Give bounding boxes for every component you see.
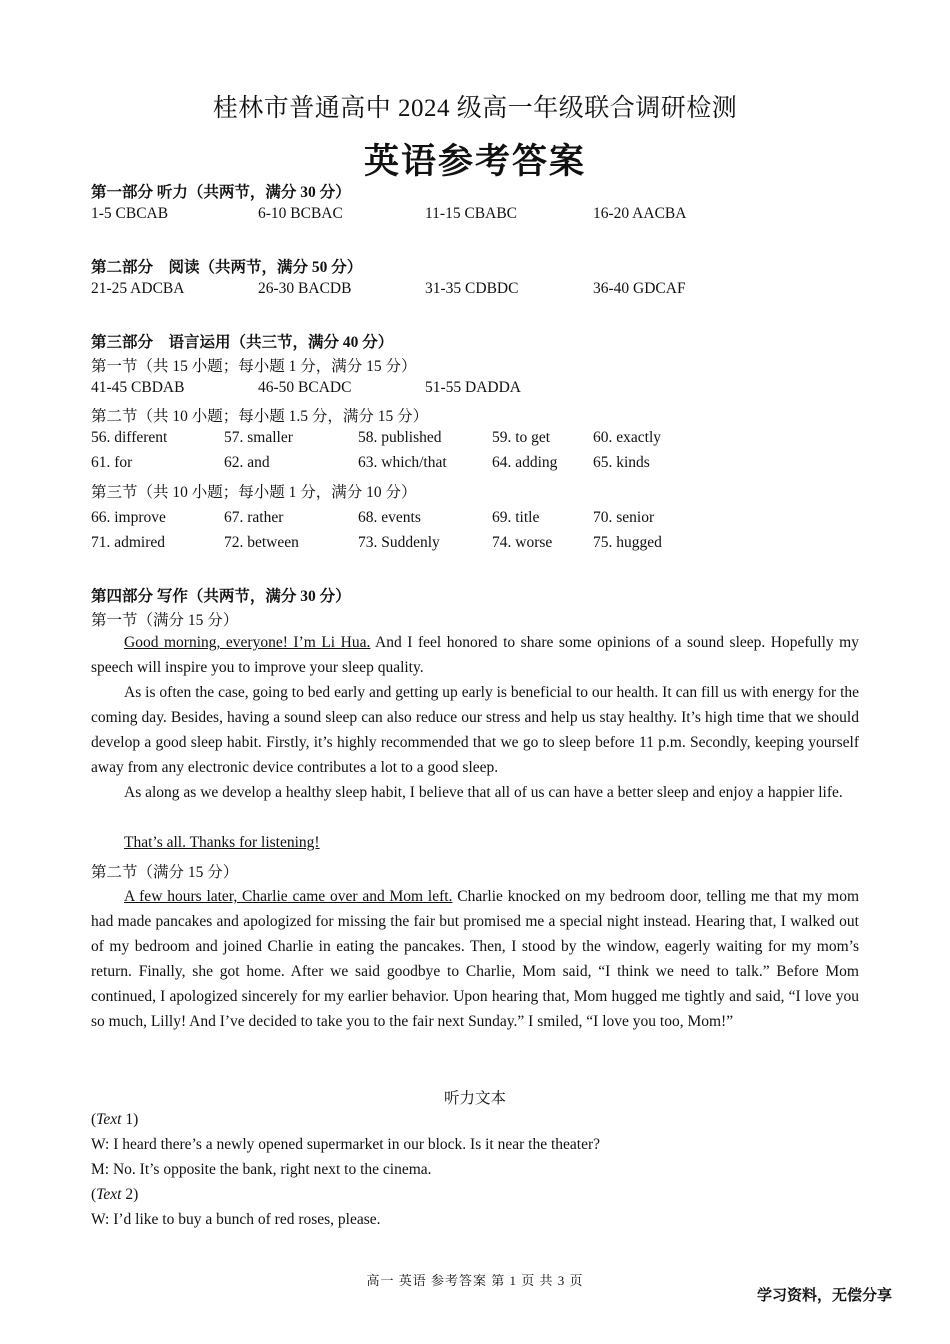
part1-heading: 第一部分 听力（共两节，满分 30 分）: [91, 184, 351, 201]
answer-group: 21-25 ADCBA: [91, 280, 185, 297]
essay-closing: [91, 830, 859, 855]
part1-answers-row: [0, 205, 950, 227]
story-opening: A few hours later, Charlie came over and Mom left.: [124, 888, 453, 905]
answer-item: 64. adding: [492, 454, 558, 471]
answer-item: 69. title: [492, 509, 540, 526]
answer-group: 6-10 BCBAC: [258, 205, 343, 222]
part3-section2-label: 第二节（共 10 小题；每小题 1.5 分，满分 15 分）: [91, 408, 429, 425]
exam-title: 桂林市普通高中 2024 级高一年级联合调研检测: [212, 95, 738, 122]
answer-item: 58. published: [358, 429, 442, 446]
page-footer: 高一 英语 参考答案 第 1 页 共 3 页: [366, 1273, 584, 1288]
dialogue-line: W: I heard there’s a newly opened supermarket in our block. Is it near the theater?: [91, 1136, 600, 1153]
answer-item: 56. different: [91, 429, 168, 446]
essay-paragraph: [91, 680, 859, 780]
essay-paragraph: [91, 630, 859, 680]
part4-heading: 第四部分 写作（共两节，满分 30 分）: [91, 588, 351, 605]
part3-section3-row: [0, 534, 950, 556]
dialogue-line: W: I’d like to buy a bunch of red roses, please.: [91, 1211, 381, 1228]
answer-item: 62. and: [224, 454, 270, 471]
text1-label: (Text 1): [91, 1111, 139, 1128]
essay-paragraph: [91, 780, 859, 805]
listening-title: 听力文本: [443, 1090, 506, 1107]
answer-group: 16-20 AACBA: [593, 205, 687, 222]
answer-item: 70. senior: [593, 509, 655, 526]
answer-item: 57. smaller: [224, 429, 293, 446]
essay-greeting: Good morning, everyone! I’m Li Hua.: [124, 634, 371, 651]
text-label-word: Text: [96, 1111, 122, 1128]
text2-label: (Text 2): [91, 1186, 139, 1203]
part3-heading: 第三部分 语言运用（共三节，满分 40 分）: [91, 334, 394, 351]
story-text: Charlie knocked on my bedroom door, telling me that my mom had made pancakes and apologized for missing the fair but promised me a special night instead. Hearing that, I walked out of my bedroom and joined Charlie in eating the pancakes. Then, I stood by the window, eagerly waiting for my mom’s return. Finally, she got home. After we said goodbye to Charlie, Mom said, “I think we need to talk.” Before Mom continued, I apologized sincerely for my earlier behavior. Upon hearing that, Mom hugged me tightly and said, “I love you so much, Lilly! And I’ve decided to take you to the fair next Sunday.” I smiled, “I love you too, Mom!”: [91, 888, 860, 1030]
answer-item: 75. hugged: [593, 534, 662, 551]
essay-text: And I feel honored to share some opinions of a sound sleep. Hopefully my speech will inspire you to improve your sleep quality.: [91, 634, 859, 676]
answer-item: 60. exactly: [593, 429, 662, 446]
answer-item: 68. events: [358, 509, 421, 526]
answer-item: 74. worse: [492, 534, 553, 551]
answer-group: 1-5 CBCAB: [91, 205, 169, 222]
watermark-text: 学习资料，无偿分享: [756, 1286, 892, 1304]
answer-group: 41-45 CBDAB: [91, 379, 185, 396]
part3-section3-row: [0, 509, 950, 531]
part4-section2-label: 第二节（满分 15 分）: [91, 864, 239, 881]
answer-item: 63. which/that: [358, 454, 447, 471]
answer-group: 26-30 BACDB: [258, 280, 352, 297]
part3-section1-answers: [0, 379, 950, 401]
part4-section1-label: 第一节（满分 15 分）: [91, 612, 239, 629]
part3-section2-row: [0, 429, 950, 451]
part3-section2-row: [0, 454, 950, 476]
essay-text: As is often the case, going to bed early and getting up early is beneficial to our health. It can fill us with energy for the coming day. Besides, having a sound sleep can also reduce our stress and help us stay healthy. It’s high time that we should develop a good sleep habit. Firstly, it’s highly recommended that we go to sleep before 11 p.m. Secondly, keeping yourself away from any electronic device contributes a lot to a good sleep.: [91, 684, 859, 776]
answer-item: 71. admired: [91, 534, 166, 551]
answer-group: 11-15 CBABC: [425, 205, 518, 222]
document-title: 英语参考答案: [363, 142, 586, 182]
answer-group: 51-55 DADDA: [425, 379, 522, 396]
answer-item: 73. Suddenly: [358, 534, 440, 551]
story-paragraph: [91, 884, 859, 1034]
text-label-word: Text: [96, 1186, 122, 1203]
answer-item: 61. for: [91, 454, 133, 471]
part2-heading: 第二部分 阅读（共两节，满分 50 分）: [91, 259, 363, 276]
essay-text: As along as we develop a healthy sleep habit, I believe that all of us can have a better sleep and enjoy a happier life.: [124, 784, 843, 801]
answer-item: 66. improve: [91, 509, 166, 526]
answer-item: 67. rather: [224, 509, 284, 526]
essay-closing-text: That’s all. Thanks for listening!: [124, 834, 320, 851]
text-label-number: 1): [121, 1111, 139, 1128]
part3-section1-label: 第一节（共 15 小题；每小题 1 分，满分 15 分）: [91, 358, 417, 375]
text-label-number: 2): [121, 1186, 139, 1203]
answer-item: 65. kinds: [593, 454, 650, 471]
answer-group: 36-40 GDCAF: [593, 280, 686, 297]
answer-item: 72. between: [224, 534, 299, 551]
answer-group: 31-35 CDBDC: [425, 280, 519, 297]
answer-item: 59. to get: [492, 429, 551, 446]
part3-section3-label: 第三节（共 10 小题；每小题 1 分，满分 10 分）: [91, 484, 417, 501]
part2-answers-row: [0, 280, 950, 302]
dialogue-line: M: No. It’s opposite the bank, right next to the cinema.: [91, 1161, 432, 1178]
answer-group: 46-50 BCADC: [258, 379, 352, 396]
